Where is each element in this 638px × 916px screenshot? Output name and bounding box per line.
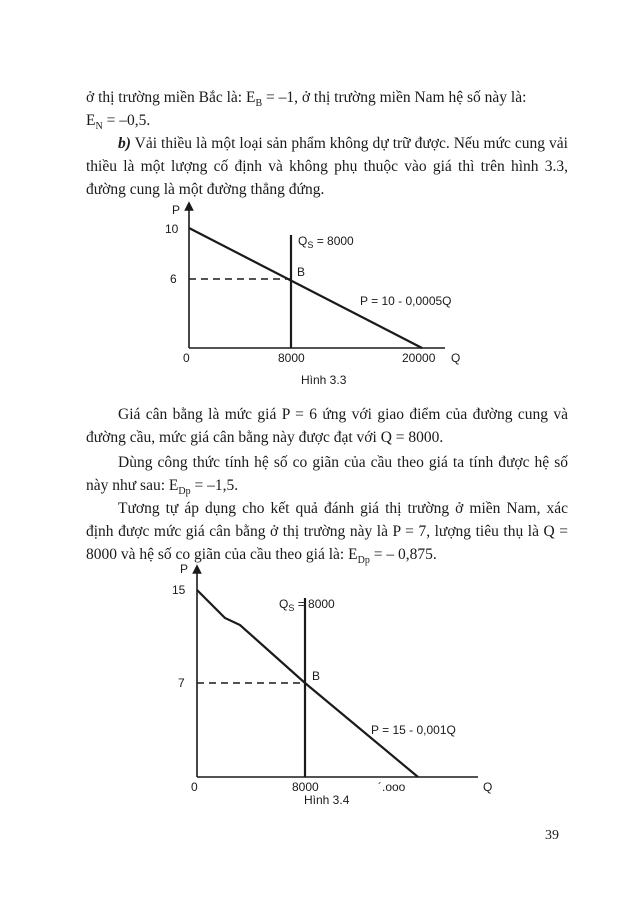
text: Tương tự áp dụng cho kết quả đánh giá thị trường ở miền Nam, xác định được mức giá cân bằng ở thị trường này là P = 7, lượng tiêu thụ là Q = 8000 và hệ số co giãn của cầu theo giá là: E (86, 500, 568, 563)
text: E (86, 112, 96, 129)
x-tick-end: 20000 (402, 351, 436, 365)
y-tick-top-2: 15 (172, 583, 186, 597)
y-tick-eq-2: 7 (178, 676, 185, 690)
x-tick-eq-2: 8000 (292, 780, 319, 794)
point-b-label: B (297, 265, 306, 279)
x-axis-label-2: Q (483, 780, 493, 794)
text: Dùng công thức tính hệ số co giãn của cầu theo giá ta tính được hệ số này như sau: E (86, 454, 568, 494)
figure-caption-2: Hình 3.4 (304, 793, 350, 807)
supply-label-2: $Q_S = 8000$ (279, 597, 335, 613)
demand-label: P = 10 - 0,0005Q (360, 294, 452, 308)
subscript: Dp (178, 486, 191, 498)
y-axis-label: P (172, 203, 181, 217)
text: ở thị trường miền Bắc là: E (86, 89, 256, 106)
paragraph-5 (86, 497, 568, 566)
section-label: b) (118, 135, 131, 152)
y-tick-eq: 6 (170, 272, 177, 286)
text: Giá cân bằng là mức giá P = 6 ứng với giao điểm của đường cung và đường cầu, mức giá cân bằng này được đạt với Q = 8000. (86, 406, 568, 446)
y-tick-top: 10 (165, 222, 179, 236)
paragraph-3 (86, 403, 568, 449)
text: = – 0,875. (369, 546, 437, 563)
figure-caption: Hình 3.3 (301, 373, 347, 387)
point-b-label-2: B (312, 669, 321, 683)
subscript: N (95, 121, 103, 133)
subscript: B (255, 98, 263, 110)
paragraph-4 (86, 451, 568, 497)
demand-line-2 (197, 590, 418, 777)
origin-label-2: 0 (191, 780, 198, 794)
text: = –1, ở thị trường miền Nam hệ số này là: (262, 89, 527, 106)
x-tick-eq: 8000 (278, 351, 305, 365)
subscript: Dp (357, 555, 370, 567)
demand-label-2: P = 15 - 0,001Q (371, 723, 456, 737)
origin-label: 0 (183, 351, 190, 365)
x-axis-label: Q (451, 351, 461, 365)
text: = –1,5. (190, 477, 239, 494)
x-tick-end-2: ´.ooo (378, 780, 406, 794)
page-number: 39 (545, 828, 559, 843)
supply-label: $Q_S = 8000$ (298, 234, 354, 250)
y-axis-label-2: P (180, 562, 189, 576)
text: = –0,5. (102, 112, 151, 129)
text: Vải thiều là một loại sản phẩm không dự trữ được. Nếu mức cung vải thiều là một lượng cố định và không phụ thuộc vào giá thì trên hình 3.3, đường cung là một đường thẳng đứng. (86, 135, 568, 198)
